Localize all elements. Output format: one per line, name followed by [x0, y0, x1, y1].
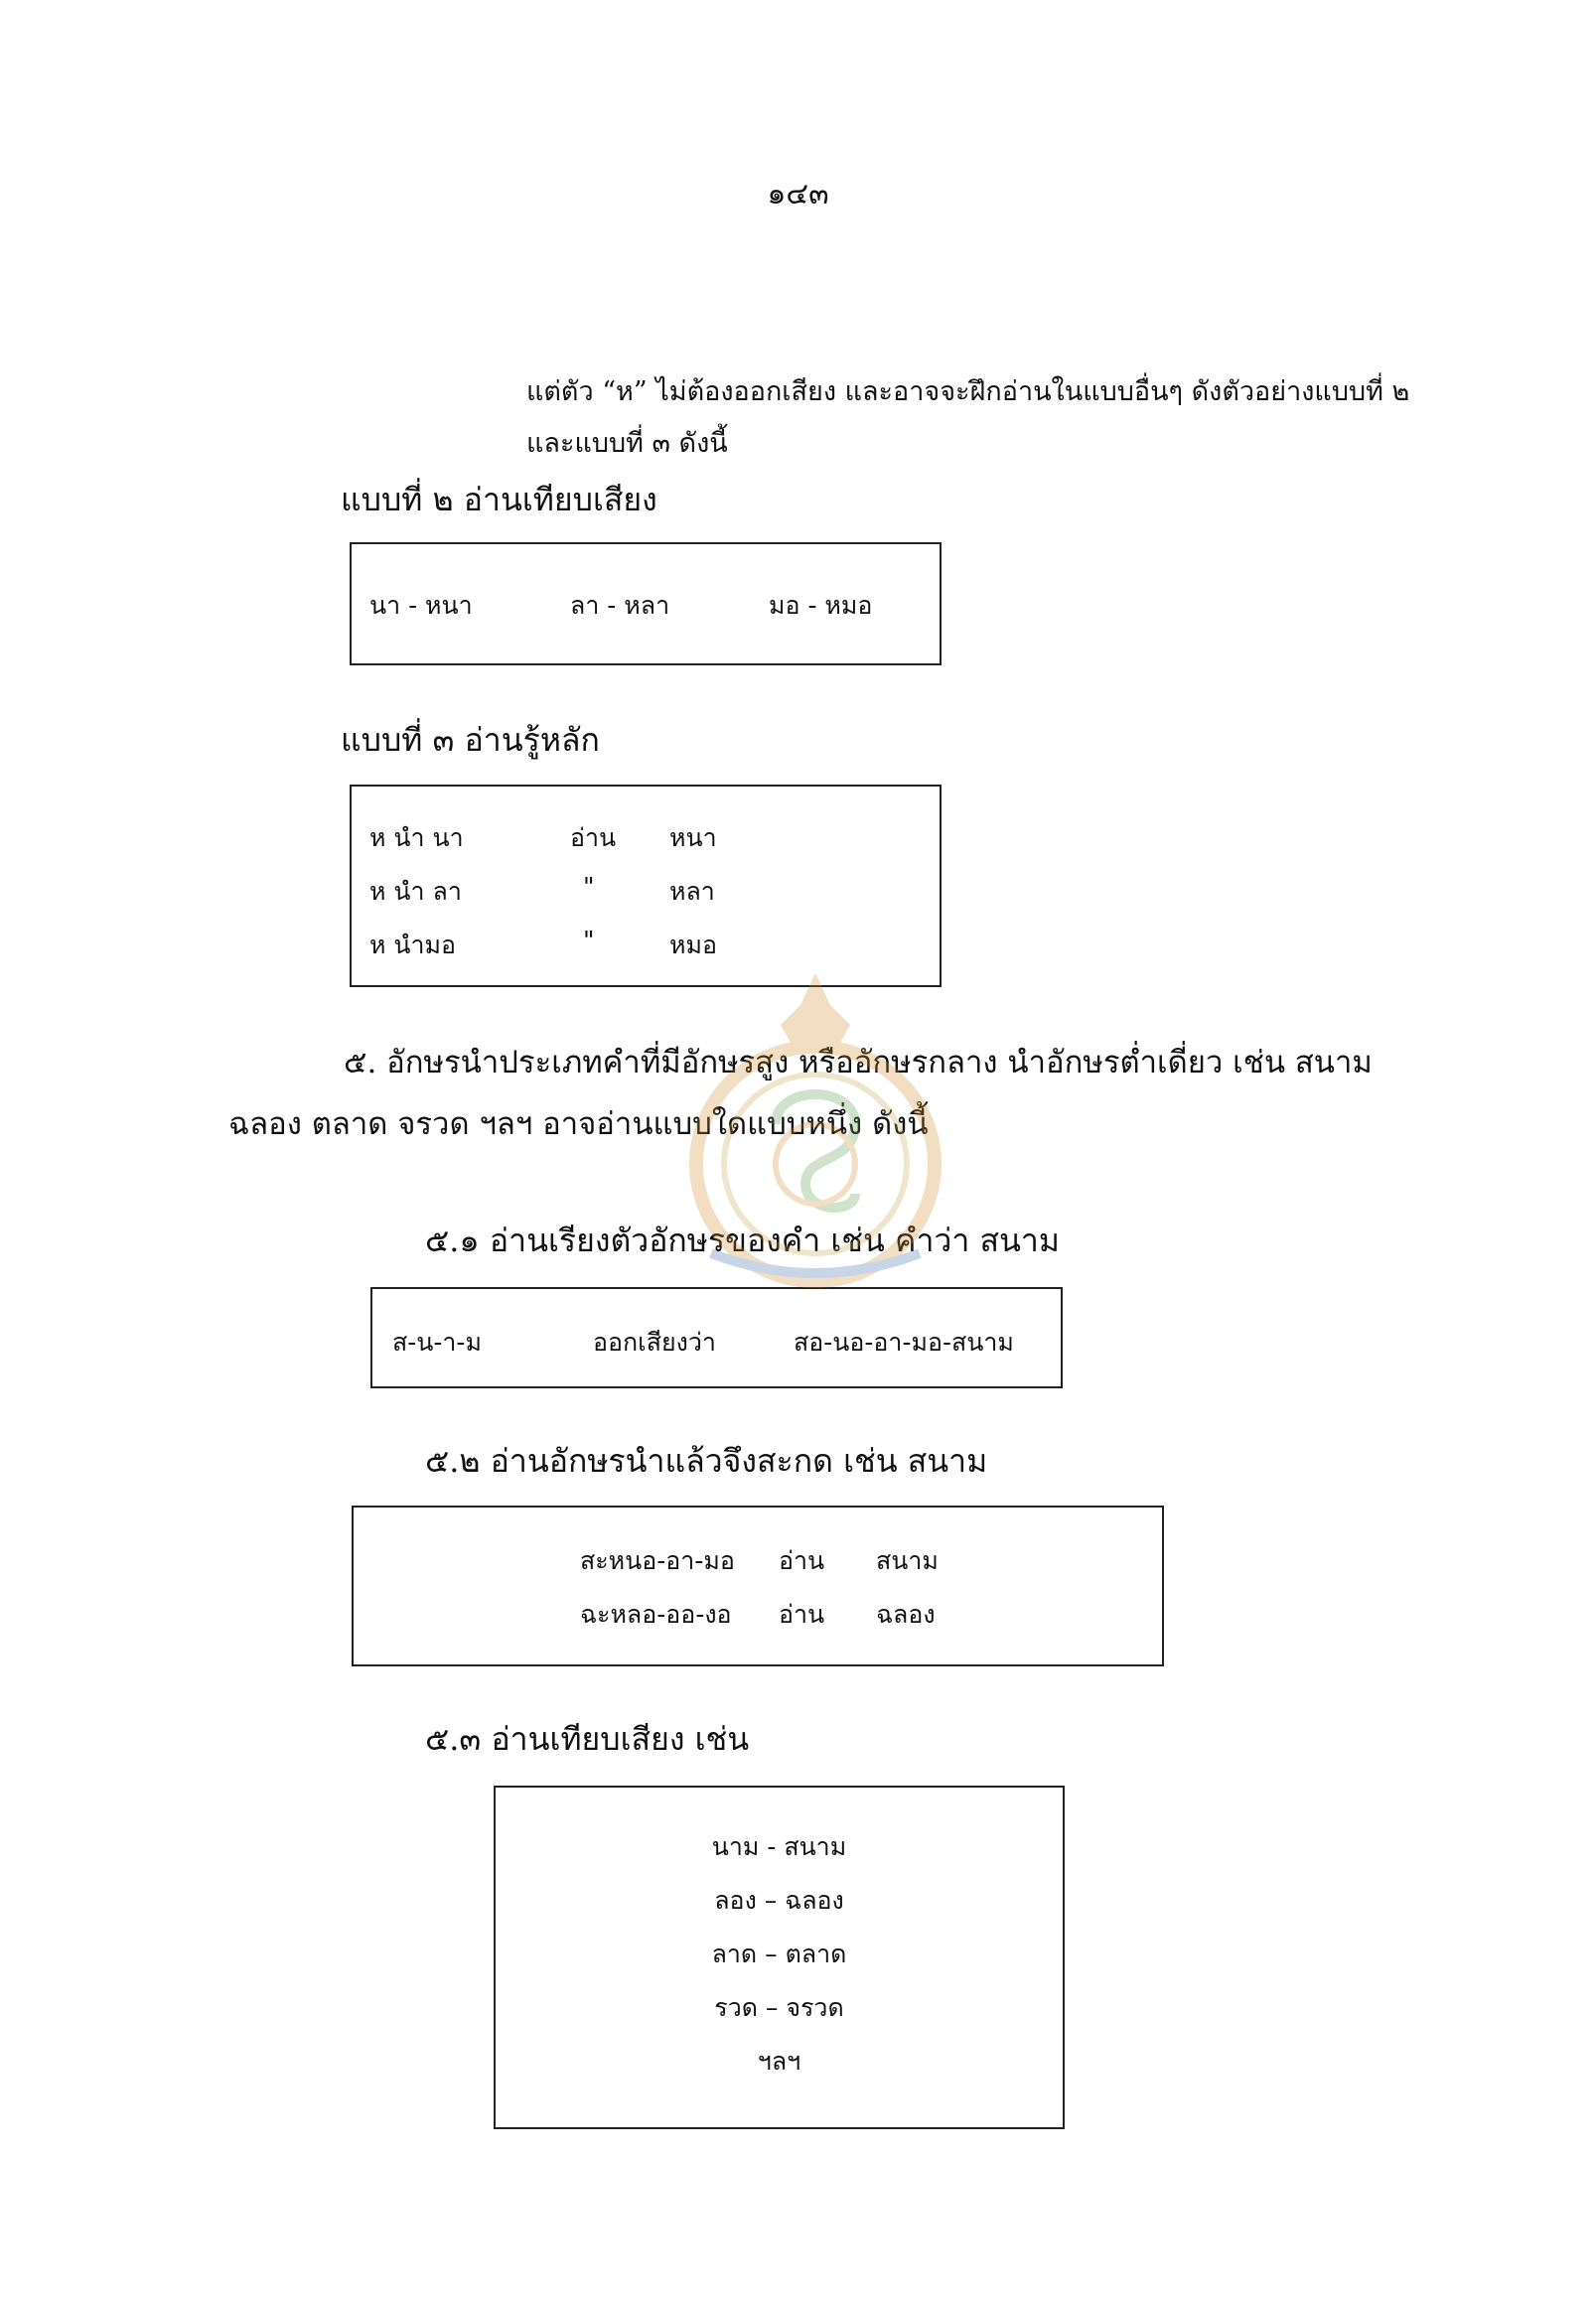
s52-row1-c3: สนาม [876, 1546, 939, 1575]
s52-heading: ๕.๒ อ่านอักษรนำแล้วจึงสะกด เช่น สนาม [425, 1442, 988, 1480]
type3-row3-c2: " [583, 926, 595, 954]
s51-c2: ออกเสียงว่า [593, 1328, 716, 1357]
s53-heading: ๕.๓ อ่านเทียบเสียง เช่น [425, 1720, 750, 1758]
type3-row2-c3: หลา [669, 877, 715, 906]
type2-item-3: มอ - หมอ [769, 591, 873, 620]
type2-heading: แบบที่ ๒ อ่านเทียบเสียง [341, 481, 657, 518]
s53-box [494, 1786, 1065, 2129]
s52-row2-c2: อ่าน [779, 1600, 825, 1629]
type3-heading: แบบที่ ๓ อ่านรู้หลัก [341, 721, 600, 759]
section5-line-2: ฉลอง ตลาด จรวด ฯลฯ อาจอ่านแบบใดแบบหนึ่ง ดังนี้ [228, 1106, 929, 1142]
s53-item-3: ลาด – ตลาด [711, 1940, 847, 1968]
type3-box [350, 785, 942, 987]
intro-line-2: และแบบที่ ๓ ดังนี้ [526, 428, 728, 459]
type3-row2-c2: " [583, 872, 595, 901]
type3-row3-c1: ห นำมอ [369, 931, 457, 959]
s51-c3: สอ-นอ-อา-มอ-สนาม [794, 1328, 1014, 1357]
s52-row1-c2: อ่าน [779, 1546, 825, 1575]
s52-row2-c1: ฉะหลอ-ออ-งอ [580, 1600, 732, 1629]
s51-heading: ๕.๑ อ่านเรียงตัวอักษรของคำ เช่น คำว่า สนาม [425, 1222, 1060, 1259]
type2-item-1: นา - หนา [369, 591, 473, 620]
s53-item-2: ลอง – ฉลอง [714, 1886, 844, 1915]
section5-line-1: ๕. อักษรนำประเภทคำที่มีอักษรสูง หรืออักษรกลาง นำอักษรต่ำเดี่ยว เช่น สนาม [344, 1045, 1373, 1080]
page-number: ๑๔๓ [767, 177, 829, 212]
s51-c1: ส-น-า-ม [392, 1328, 482, 1357]
s53-item-4: รวด – จรวด [714, 1993, 844, 2022]
type3-row1-c1: ห นำ นา [369, 823, 464, 852]
type3-row2-c1: ห นำ ลา [369, 877, 462, 906]
type3-row1-c2: อ่าน [570, 823, 617, 852]
s53-item-1: นาม - สนาม [711, 1832, 847, 1861]
type3-row1-c3: หนา [669, 823, 717, 852]
s53-item-5: ฯลฯ [757, 2047, 801, 2076]
s52-box [352, 1506, 1164, 1666]
intro-line-1: แต่ตัว “ห” ไม่ต้องออกเสียง และอาจจะฝึกอ่านในแบบอื่นๆ ดังตัวอย่างแบบที่ ๒ [526, 376, 1410, 407]
type2-box [350, 542, 942, 665]
type3-row3-c3: หมอ [669, 931, 717, 959]
type2-item-2: ลา - หลา [570, 591, 670, 620]
s51-box [370, 1287, 1063, 1388]
s52-row1-c1: สะหนอ-อา-มอ [580, 1546, 735, 1575]
s52-row2-c3: ฉลอง [876, 1600, 936, 1629]
